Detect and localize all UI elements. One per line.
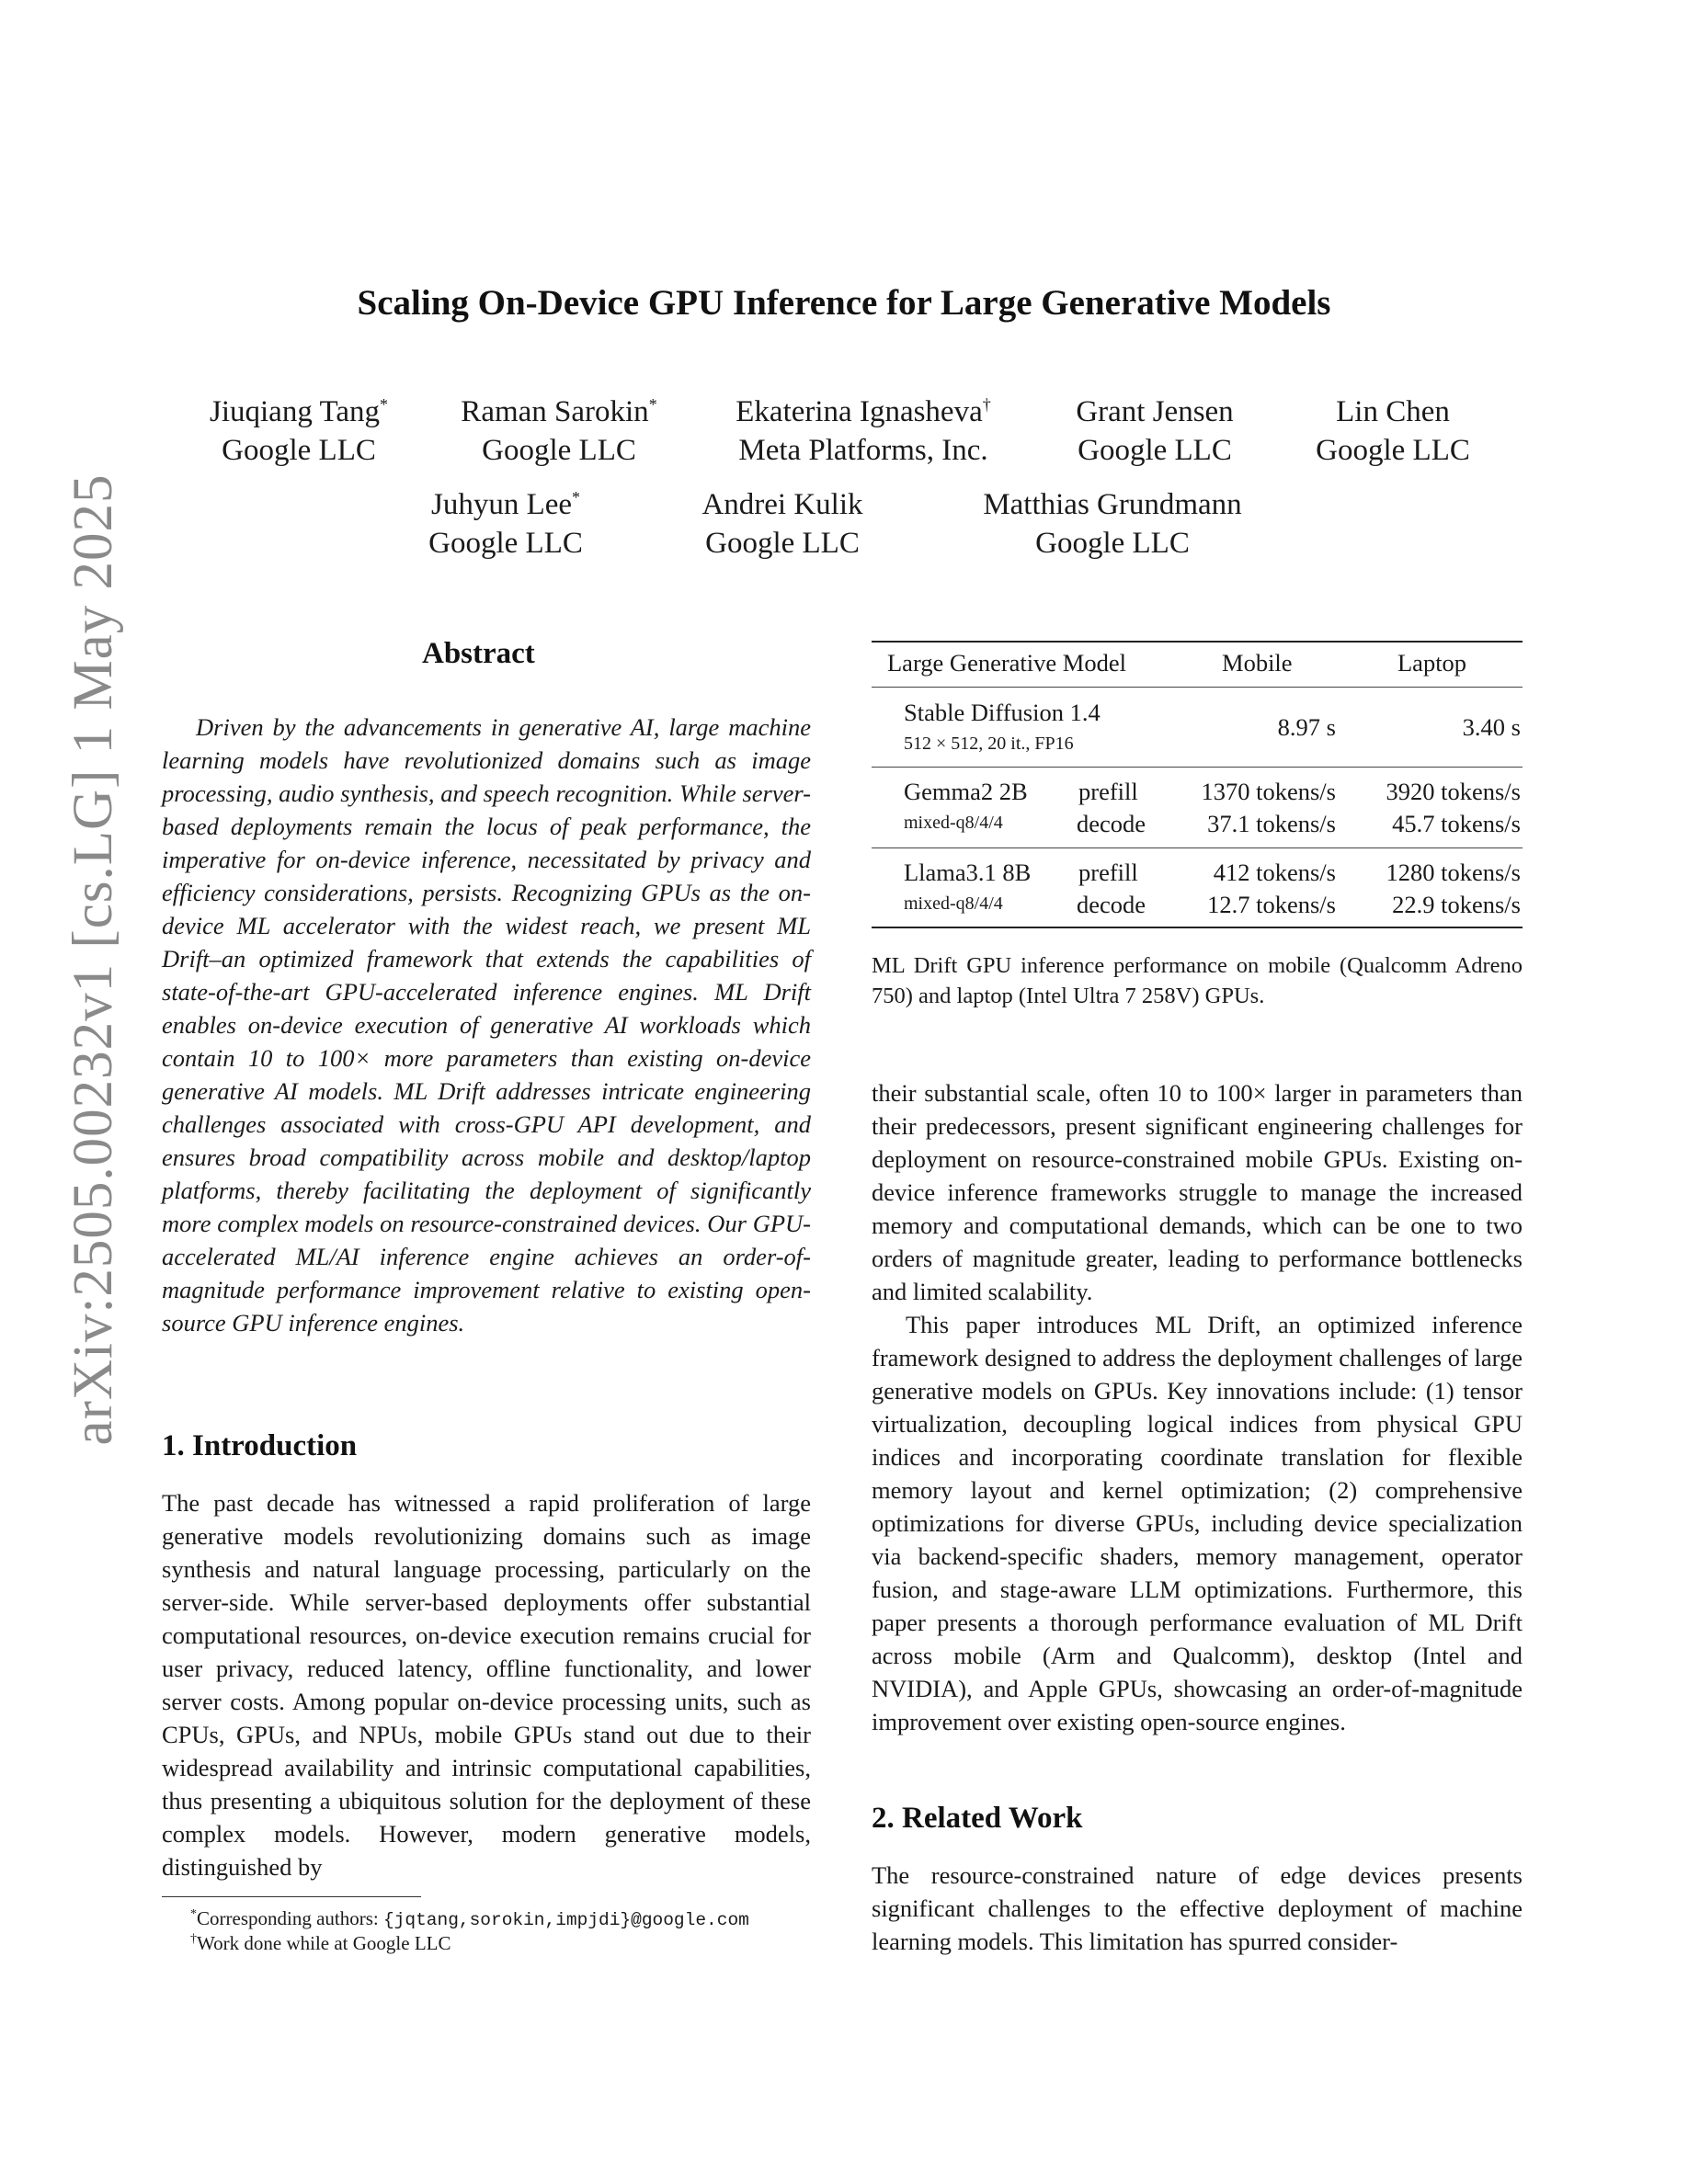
author-name: Raman Sarokin [461, 395, 649, 428]
author-affiliation: Google LLC [222, 434, 376, 467]
author-block [461, 392, 656, 470]
footnote-work-done [190, 1932, 451, 1955]
footnote-rule [162, 1896, 421, 1897]
table-sd-model: Stable Diffusion 1.4 [904, 699, 1101, 726]
arxiv-identifier-stamp: arXiv:2505.00232v1 [cs.LG] 1 May 2025 [63, 473, 124, 1446]
table-header-mobile: Mobile [1222, 649, 1293, 677]
introduction-body-right [872, 1076, 1523, 1738]
table-header-rule [872, 687, 1523, 688]
abstract-heading: Abstract [422, 637, 535, 670]
author-mark: † [982, 395, 991, 414]
table-bottom-rule [872, 927, 1523, 928]
author-affiliation: Google LLC [428, 527, 583, 560]
introduction-paragraph: The past decade has witnessed a rapid proliferation of large generative models revolutionizing domains such as image synthesis and natural language processing, particularly on the server-side. While server-based deployments offer substantial computational resources, on-device execution remains crucial for user privacy, reduced latency, offline functionality, and lower server costs. Among popular on-device processing units, such as CPUs, GPUs, and NPUs, mobile GPUs stand out due to their widespread availability and intrinsic computational capabilities, thus presenting a ubiquitous solution for the deployment of these complex models. However, modern generative models, distinguished by [162, 1489, 811, 1881]
table-header-laptop: Laptop [1397, 649, 1467, 677]
introduction-body-left [162, 1486, 811, 1883]
author-block [701, 485, 862, 563]
author-block [1076, 392, 1233, 470]
table-gemma-stage-prefill: prefill [1078, 778, 1138, 805]
table-gemma-mobile-prefill: 1370 tokens/s [1201, 778, 1336, 805]
table-gemma-config: mixed-q8/4/4 [904, 813, 1003, 833]
table-gemma-laptop-prefill: 3920 tokens/s [1386, 778, 1521, 805]
table-gemma-mobile-decode: 37.1 tokens/s [1207, 810, 1336, 837]
table-llama-stage-decode: decode [1077, 891, 1146, 918]
footnote-emails[interactable]: {jqtang,sorokin,impjdi}@google.com [382, 1910, 749, 1930]
author-mark: * [572, 488, 581, 506]
author-affiliation: Google LLC [705, 527, 860, 560]
table-top-rule [872, 641, 1523, 643]
related-work-heading: 2. Related Work [872, 1802, 1083, 1835]
author-name: Andrei Kulik [701, 488, 863, 521]
table-llama-laptop-decode: 22.9 tokens/s [1392, 891, 1521, 918]
author-name: Grant Jensen [1076, 395, 1234, 428]
author-affiliation: Google LLC [1316, 434, 1470, 467]
table-llama-mobile-decode: 12.7 tokens/s [1207, 891, 1336, 918]
table-gemma-stage-decode: decode [1077, 810, 1146, 837]
abstract-paragraph: Driven by the advancements in generative AI, large machine learning models have revolutionized domains such as image processing, audio synthesis, and speech recognition. While server-based deployments remain the locus of peak performance, the imperative for on-device inference, necessitated by privacy and efficiency considerations, persists. Recognizing GPUs as the on-device ML accelerator with the widest reach, we present ML Drift–an optimized framework that extends the capabilities of state-of-the-art GPU-accelerated inference engines. ML Drift enables on-device execution of generative AI workloads which contain 10 to 100× more parameters than existing on-device generative AI models. ML Drift addresses intricate engineering challenges associated with cross-GPU API development, and ensures broad compatibility across mobile and desktop/laptop platforms, thereby facilitating the deployment of significantly more complex models on resource-constrained devices. Our GPU-accelerated ML/AI inference engine achieves an order-of-magnitude performance improvement relative to existing open-source GPU inference engines. [162, 713, 811, 1337]
author-block [1316, 392, 1470, 470]
table-llama-config: mixed-q8/4/4 [904, 893, 1003, 914]
footnote-label: Work done while at Google LLC [197, 1932, 451, 1954]
table-llama-laptop-prefill: 1280 tokens/s [1386, 859, 1521, 886]
author-mark: * [648, 395, 657, 414]
author-name: Jiuqiang Tang [210, 395, 380, 428]
author-name: Ekaterina Ignasheva [736, 395, 983, 428]
related-work-body [872, 1859, 1523, 1958]
footnote-mark: † [190, 1932, 197, 1946]
table-header-model: Large Generative Model [887, 649, 1126, 677]
introduction-heading: 1. Introduction [162, 1429, 358, 1462]
table-sd-config: 512 × 512, 20 it., FP16 [904, 734, 1074, 754]
introduction-paragraph: their substantial scale, often 10 to 100× larger in parameters than their predecessors, present significant engineering challenges for deployment on resource-constrained mobile GPUs. Existing on-device inference frameworks struggle to manage the increased memory and computational demands, which can be one to two orders of magnitude greater, leading to performance bottlenecks and limited scalability. [872, 1079, 1523, 1305]
paper-title: Scaling On-Device GPU Inference for Large Generative Models [357, 283, 1331, 323]
author-affiliation: Google LLC [1035, 527, 1190, 560]
author-affiliation: Google LLC [1078, 434, 1232, 467]
table-llama-mobile-prefill: 412 tokens/s [1213, 859, 1336, 886]
footnote-corresponding [190, 1907, 749, 1930]
author-affiliation: Google LLC [482, 434, 636, 467]
author-block [210, 392, 388, 470]
introduction-paragraph: This paper introduces ML Drift, an optimized inference framework designed to address the deployment challenges of large generative models on GPUs. Key innovations include: (1) tensor virtualization, decoupling logical indices from physical GPU indices and incorporating coordinate translation for flexible memory layout and kernel optimization; (2) comprehensive optimizations for diverse GPUs, including device specialization via backend-specific shaders, memory management, operator fusion, and stage-aware LLM optimizations. Furthermore, this paper presents a thorough performance evaluation of ML Drift across mobile (Arm and Qualcomm), desktop (Intel and NVIDIA), and Apple GPUs, showcasing an order-of-magnitude improvement over existing open-source engines. [872, 1311, 1523, 1735]
table-gemma-laptop-decode: 45.7 tokens/s [1392, 810, 1521, 837]
table-sd-mobile: 8.97 s [1277, 713, 1336, 741]
author-block [736, 392, 990, 470]
author-name: Lin Chen [1336, 395, 1450, 428]
abstract-body [162, 711, 811, 1339]
related-work-paragraph: The resource-constrained nature of edge devices presents significant challenges to the effective deployment of machine learning models. This limitation has spurred consider- [872, 1861, 1523, 1955]
table-caption: ML Drift GPU inference performance on mobile (Qualcomm Adreno 750) and laptop (Intel Ultra 7 258V) GPUs. [872, 953, 1523, 1008]
footnote-mark: * [190, 1907, 197, 1921]
table-row-rule [872, 847, 1523, 848]
author-block [428, 485, 583, 563]
author-affiliation: Meta Platforms, Inc. [738, 434, 988, 467]
author-mark: * [379, 395, 388, 414]
table-gemma-model: Gemma2 2B [904, 778, 1028, 805]
table-row-rule [872, 767, 1523, 768]
footnote-label: Corresponding authors: [197, 1907, 383, 1929]
author-name: Juhyun Lee [430, 488, 573, 521]
table-sd-laptop: 3.40 s [1462, 713, 1521, 741]
author-name: Matthias Grundmann [983, 488, 1242, 521]
table-llama-model: Llama3.1 8B [904, 859, 1032, 886]
author-block [983, 485, 1241, 563]
table-llama-stage-prefill: prefill [1078, 859, 1138, 886]
